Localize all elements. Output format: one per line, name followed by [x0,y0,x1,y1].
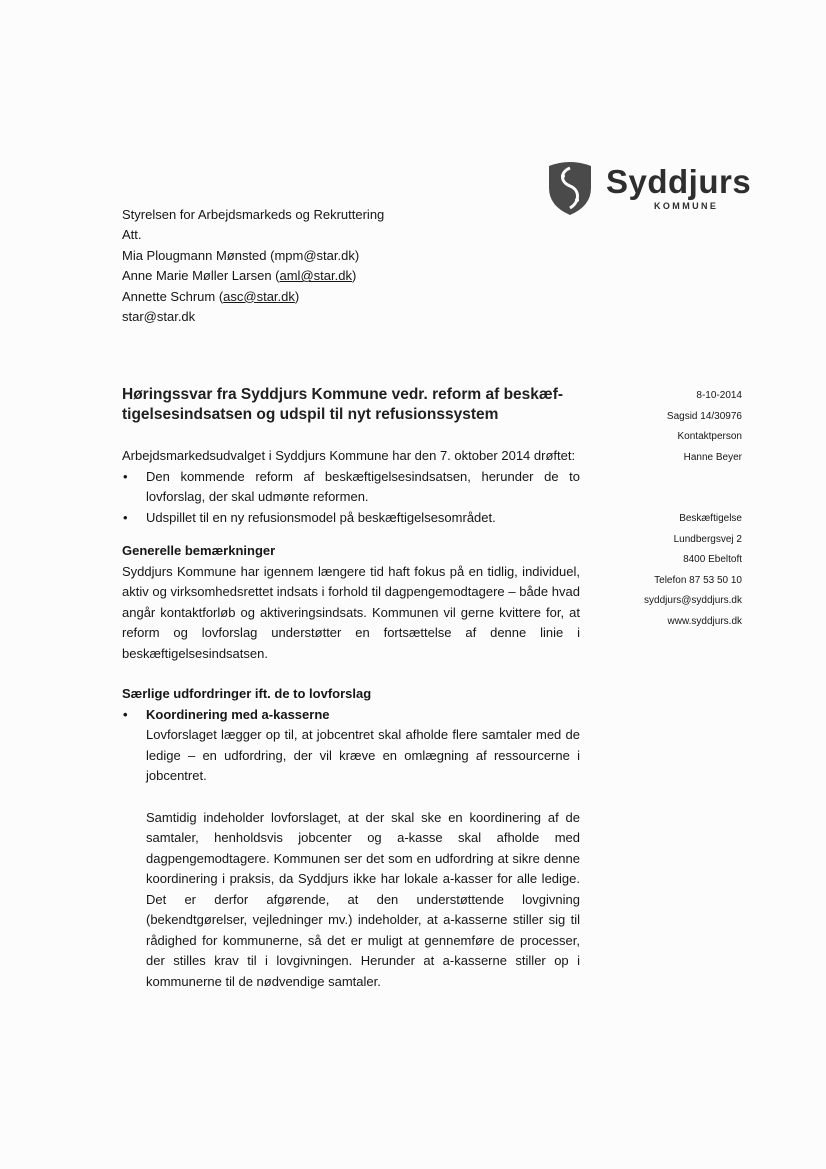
shield-logo-icon [546,160,594,216]
intro-paragraph: Arbejdsmarkedsudvalget i Syddjurs Kommune har den 7. oktober 2014 drøftet: [122,448,576,463]
city: 8400 Ebeltoft [683,554,742,565]
letter-body [122,446,580,992]
website: www.syddjurs.dk [667,615,742,627]
sidebar-info [644,386,742,632]
document-title: Høringssvar fra Syddjurs Kommune vedr. reform af beskæf-tigelsesindsatsen og udspil til nyt refusionssystem [122,386,564,423]
syddjurs-logo [546,160,756,220]
general-paragraph: Syddjurs Kommune har igennem længere tid haft fokus på en tidlig, individuel, aktiv og virksomhedsrettet indsats i forhold til dagpengemodtagere – både hvad angår kontaktforløb og aktiveringsindsats. Kommunen vil gerne kvittere for, at reform og lovforslag understøtter en fortsættelse af denne linie i beskæftigelsesindsatsen. [122,563,580,661]
street-address: Lundbergsvej 2 [673,533,742,545]
recipient-4: star@star.dk [122,309,196,325]
recipient-3-email-link[interactable]: asc@star.dk [223,288,295,304]
challenge-paragraph-2: Samtidig indeholder lovforslaget, at der skal ske en koordinering af de samtaler, henholdsvis jobcenter og a-kasse skal afholde med dagpengemodtagere. Kommunen ser det som en udfordring at sikre denne koordinering i praksis, da Syddjurs ikke har lokale a-kasser for alle ledige. Det er derfor afgørende, at den understøttende lovgivning (bekendtgørelser, vejledninger mv.) indeholder, at a-kasserne stiller sig til rådighed for kommunerne, så det er muligt at gennemføre de processer, der stilles krav til i lovgivningen. Herunder at a-kasserne stiller op i kommunerne til de nødvendige samtaler. [146,809,580,989]
list-item: • Den kommende reform af beskæftigelsesindsatsen, herunder de to lovforslag, der skal udmønte reformen. [122,467,580,508]
challenge-content [122,725,580,992]
contact-name: Hanne Beyer [683,451,742,463]
recipient-2-email-link[interactable]: aml@star.dk [279,268,352,284]
list-item: • Koordinering med a-kasserne [122,705,580,726]
recipient-1-email: mpm@star.dk [274,247,355,263]
logo-wordmark: Syddjurs [606,163,752,200]
section-heading-challenges: Særlige udfordringer ift. de to lovforslag [122,686,372,701]
list-item: • Udspillet til en ny refusionsmodel på beskæftigelsesområdet. [122,508,580,529]
case-id: Sagsid 14/30976 [666,410,742,422]
recipient-3: Annette Schrum (asc@star.dk) [122,288,300,304]
department: Beskæftigelse [679,513,742,524]
challenge-list [122,705,580,726]
recipient-1: Mia Plougmann Mønsted (mpm@star.dk) [122,247,360,263]
recipient-att: Att. [122,227,142,243]
recipient-2: Anne Marie Møller Larsen (aml@star.dk) [122,268,357,284]
logo-subtitle: KOMMUNE [654,201,719,211]
document-date: 8-10-2014 [696,390,742,401]
section-heading-general: Generelle bemærkninger [122,543,276,558]
recipient-org: Styrelsen for Arbejdsmarkeds og Rekruttering [122,207,385,222]
recipient-block [122,205,384,327]
contact-email: syddjurs@syddjurs.dk [644,595,742,606]
discussion-list [122,467,580,529]
contact-label: Kontaktperson [677,431,742,442]
challenge-paragraph-1: Lovforslaget lægger op til, at jobcentret skal afholde flere samtaler med de ledige – en udfordring, der vil kræve en omlægning af ressourcerne i jobcentret. [146,727,580,783]
phone: Telefon 87 53 50 10 [654,574,742,586]
